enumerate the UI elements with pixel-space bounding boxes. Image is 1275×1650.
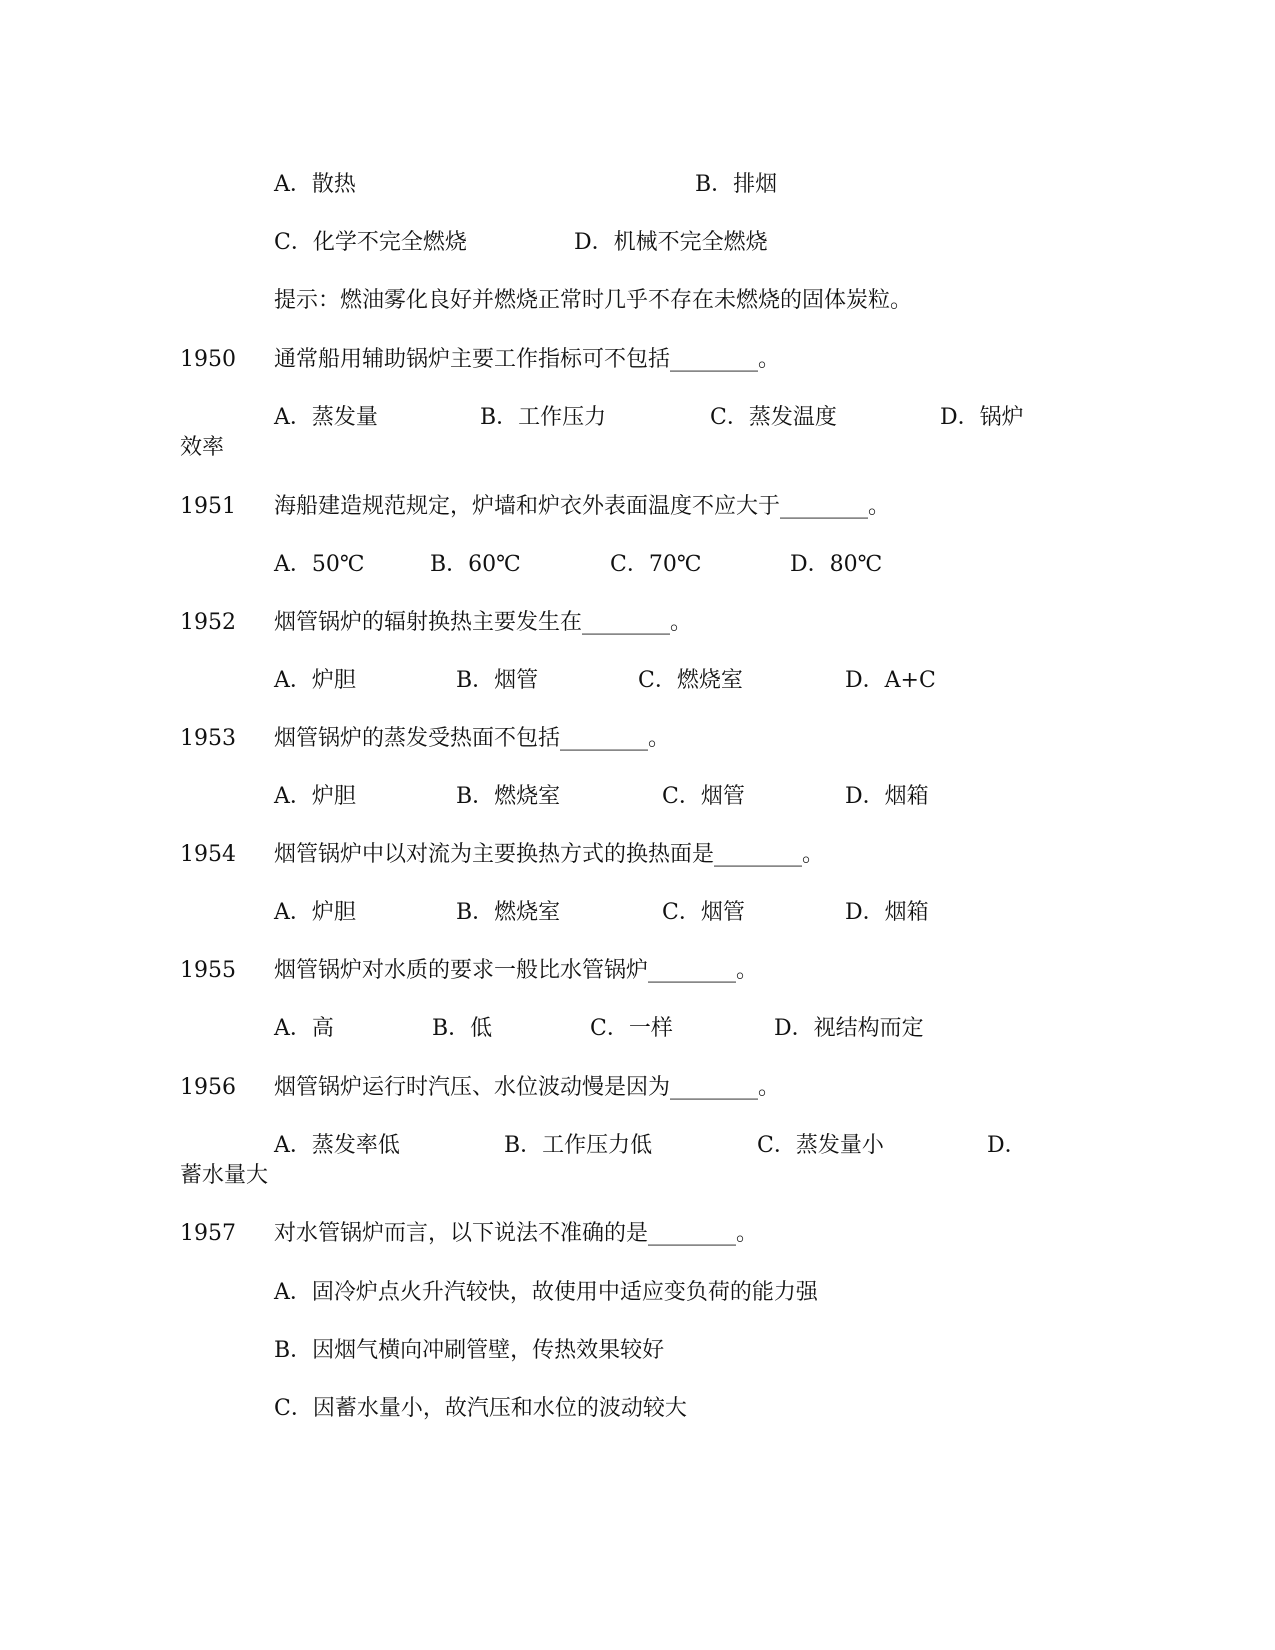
question-text: 通常船用辅助锅炉主要工作指标可不包括________。 — [274, 347, 781, 372]
option-c: C．70℃ — [610, 552, 702, 577]
option-b: B．工作压力 — [480, 405, 607, 430]
question-number: 1950 — [180, 347, 236, 372]
option-c: C．烟管 — [662, 784, 745, 809]
option-d: D．烟箱 — [845, 900, 929, 925]
option-c: C．烟管 — [662, 900, 745, 925]
option-b: B．燃烧室 — [456, 784, 561, 809]
question-number: 1953 — [180, 726, 236, 751]
question-text: 烟管锅炉的蒸发受热面不包括________。 — [274, 726, 671, 751]
option-a: A．蒸发量 — [274, 405, 378, 430]
option-d: D．视结构而定 — [774, 1016, 924, 1041]
question-text: 对水管锅炉而言，以下说法不准确的是________。 — [274, 1221, 759, 1246]
hint-text: 提示：燃油雾化良好并燃烧正常时几乎不存在未燃烧的固体炭粒。 — [274, 288, 913, 313]
option-b: B．燃烧室 — [456, 900, 561, 925]
option-a: A．蒸发率低 — [274, 1133, 400, 1158]
question-number: 1956 — [180, 1075, 236, 1100]
option-c: C．蒸发量小 — [757, 1133, 884, 1158]
option-a: A．炉胆 — [274, 784, 356, 809]
option-c: C．一样 — [590, 1016, 673, 1041]
option-b: B．低 — [432, 1016, 493, 1041]
question-text: 烟管锅炉的辐射换热主要发生在________。 — [274, 610, 693, 635]
question-number: 1957 — [180, 1221, 236, 1246]
option-a: A．散热 — [274, 172, 356, 197]
option-b: B．因烟气横向冲刷管壁，传热效果较好 — [274, 1338, 665, 1363]
option-b: B．工作压力低 — [504, 1133, 653, 1158]
option-a: A．50℃ — [274, 552, 365, 577]
question-text: 海船建造规范规定，炉墙和炉衣外表面温度不应大于________。 — [274, 494, 891, 519]
option-d: D．80℃ — [790, 552, 883, 577]
option-d-wrap: 效率 — [180, 435, 225, 460]
option-a: A．高 — [274, 1016, 334, 1041]
option-c: C．化学不完全燃烧 — [274, 230, 467, 255]
question-number: 1954 — [180, 842, 236, 867]
option-b: B．60℃ — [430, 552, 521, 577]
option-d: D． — [987, 1133, 1027, 1158]
question-number: 1952 — [180, 610, 236, 635]
option-a: A．固冷炉点火升汽较快，故使用中适应变负荷的能力强 — [274, 1280, 818, 1305]
option-c: C．因蓄水量小，故汽压和水位的波动较大 — [274, 1396, 687, 1421]
question-number: 1951 — [180, 494, 236, 519]
option-d: D．A+C — [845, 668, 936, 693]
option-d: D．烟箱 — [845, 784, 929, 809]
option-d-wrap: 蓄水量大 — [180, 1163, 269, 1188]
option-a: A．炉胆 — [274, 900, 356, 925]
option-b: B．排烟 — [695, 172, 778, 197]
option-b: B．烟管 — [456, 668, 539, 693]
question-text: 烟管锅炉对水质的要求一般比水管锅炉________。 — [274, 958, 759, 983]
question-number: 1955 — [180, 958, 236, 983]
option-d: D．机械不完全燃烧 — [574, 230, 768, 255]
option-d: D．锅炉 — [940, 405, 1024, 430]
question-text: 烟管锅炉中以对流为主要换热方式的换热面是________。 — [274, 842, 825, 867]
option-c: C．燃烧室 — [638, 668, 743, 693]
option-a: A．炉胆 — [274, 668, 356, 693]
question-text: 烟管锅炉运行时汽压、水位波动慢是因为________。 — [274, 1075, 781, 1100]
option-c: C．蒸发温度 — [710, 405, 837, 430]
